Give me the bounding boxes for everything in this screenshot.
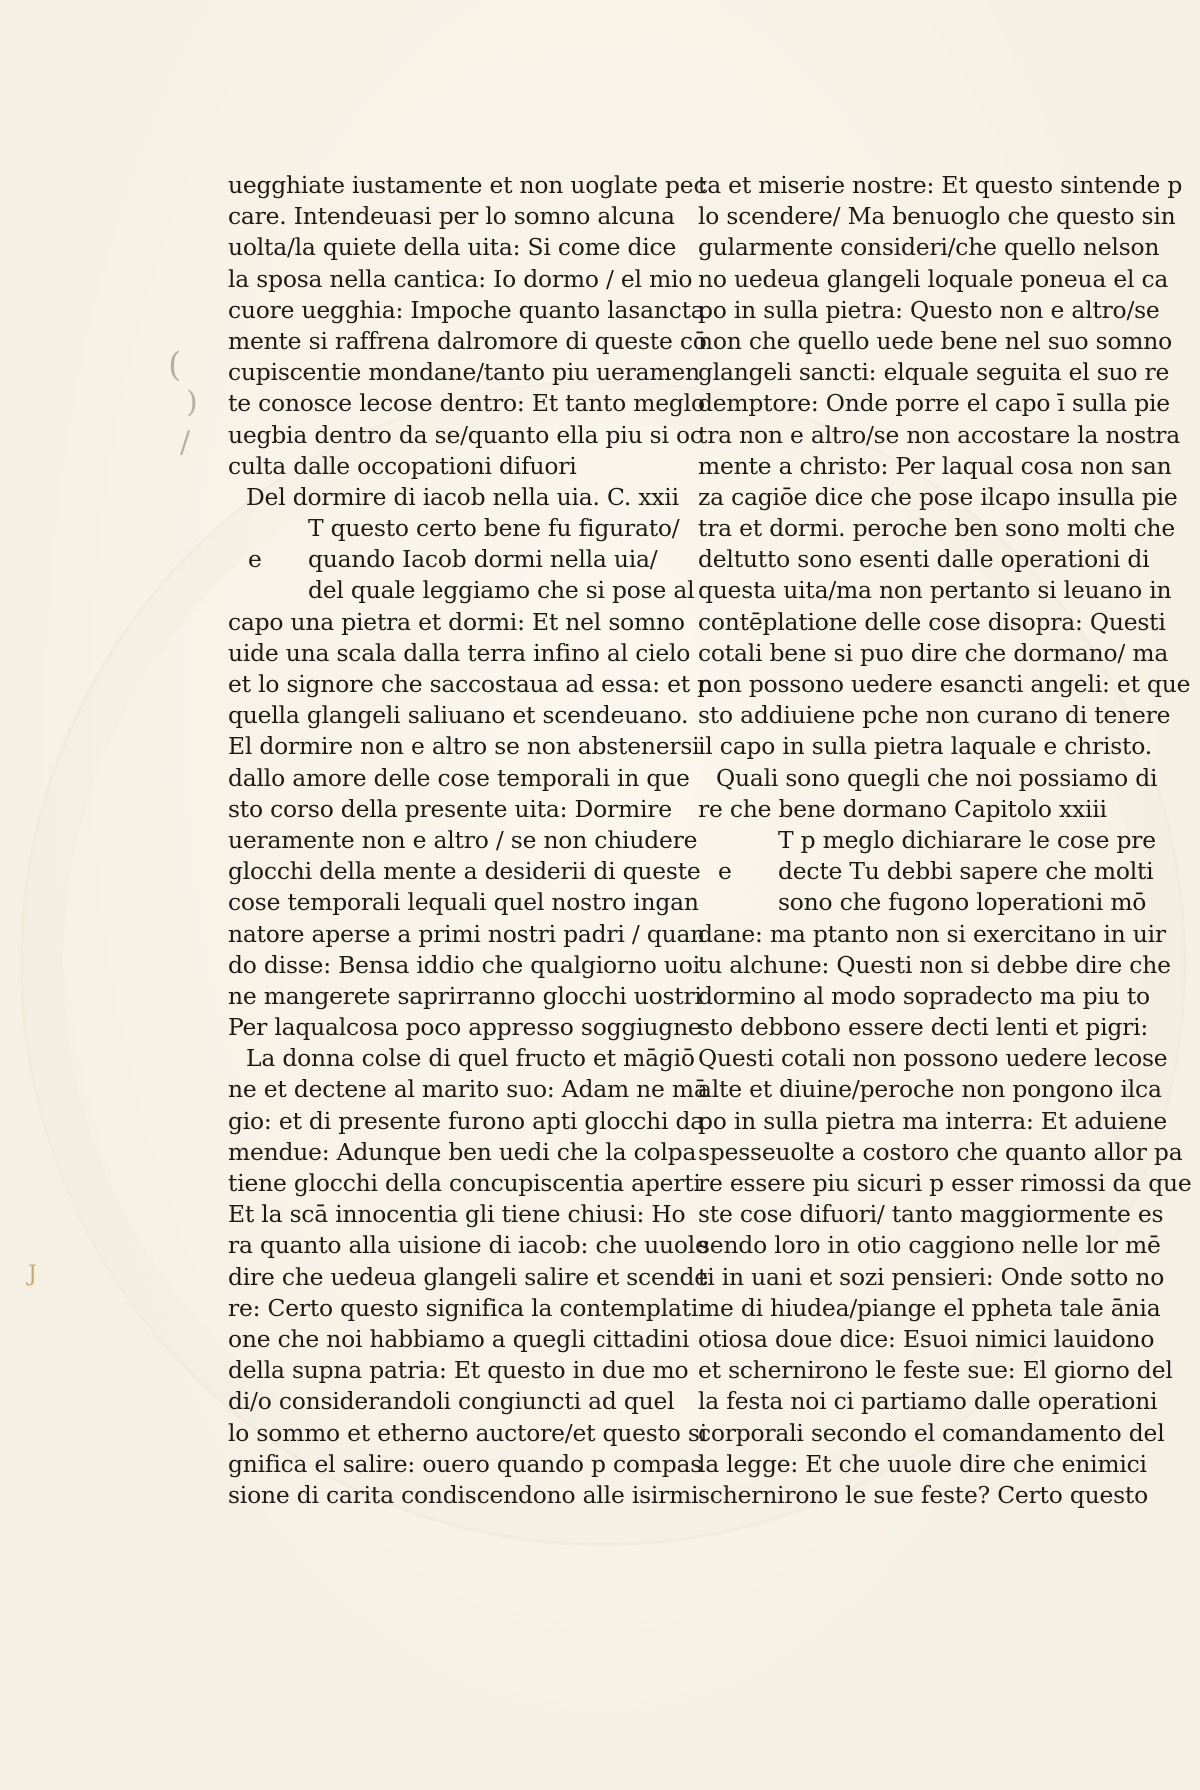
text-line: [228, 264, 693, 295]
text-line: [698, 607, 1166, 638]
text-line: [698, 1386, 1158, 1417]
text-line: [698, 887, 1147, 918]
line-text: uegghiate iustamente et non uoglate pec: [228, 171, 707, 199]
line-text: corporali secondo el comandamento del: [698, 1418, 1165, 1447]
line-text: alte et diuine/peroche non pongono ilca: [698, 1075, 1162, 1104]
text-line: [698, 638, 1169, 669]
line-text: capo una pietra et dormi: Et nel somno: [228, 607, 685, 636]
text-line: [228, 950, 700, 981]
line-text: La donna colse di quel fructo et māgiō: [246, 1044, 695, 1073]
line-text: do disse: Bensa iddio che qualgiorno uoi: [228, 950, 700, 979]
line-text: cose temporali lequali quel nostro ingan: [228, 888, 699, 917]
text-line: [698, 1012, 1149, 1043]
guide-letter: e: [718, 857, 732, 886]
text-line: [698, 1324, 1155, 1355]
line-text: et schernirono le feste sue: El giorno del: [698, 1356, 1173, 1385]
line-text: sto addiuiene pche non curano di tenere: [698, 701, 1171, 730]
line-text: deltutto sono esenti dalle operationi di: [698, 545, 1150, 574]
right-text-column: [698, 170, 1192, 1511]
line-text: tu alchune: Questi non si debbe dire che: [698, 950, 1171, 979]
text-line: [698, 1106, 1168, 1137]
text-line: [228, 1074, 708, 1105]
text-line: [228, 1418, 708, 1449]
line-text: dallo amore delle cose temporali in que: [228, 763, 690, 792]
line-text: ueramente non e altro / se non chiudere: [228, 825, 698, 854]
line-text: demptore: Onde porre el capo ī sulla pie: [698, 389, 1170, 418]
text-line: [228, 388, 705, 419]
text-line: [698, 264, 1169, 295]
line-text: te conosce lecose dentro: Et tanto meglo: [228, 389, 705, 418]
line-text: ne mangerete saprirranno glocchi uostri: [228, 981, 702, 1010]
text-line: [698, 919, 1166, 950]
text-line: [698, 1137, 1183, 1168]
line-text: glocchi della mente a desiderii di queste: [228, 857, 701, 886]
text-line: [228, 326, 707, 357]
line-text: et lo signore che saccostaua ad essa: et p: [228, 670, 712, 698]
margin-pencil-mark: /: [180, 425, 191, 460]
text-line: [698, 544, 1150, 575]
line-text: T questo certo bene fu figurato/: [308, 514, 680, 543]
line-text: otiosa doue dice: Esuoi nimici lauidono: [698, 1324, 1155, 1353]
text-line: [228, 731, 700, 762]
line-text: El dormire non e altro se non abstenersi: [228, 732, 700, 761]
text-line: [228, 919, 706, 950]
line-text: gio: et di presente furono apti glocchi da: [228, 1106, 705, 1135]
text-line: [228, 201, 675, 232]
text-line: [228, 420, 703, 451]
line-text: schernirono le sue feste? Certo questo: [698, 1480, 1149, 1509]
line-text: mente a christo: Per laqual cosa non san: [698, 451, 1172, 480]
line-text: la festa noi ci partiamo dalle operationi: [698, 1387, 1158, 1416]
text-line: [698, 669, 1191, 700]
line-text: Del dormire di iacob nella uia. C. xxii: [246, 482, 679, 511]
line-text: za cagiōe dice che pose ilcapo insulla pie: [698, 482, 1178, 511]
margin-pencil-mark: ): [186, 385, 198, 420]
line-text: uegbia dentro da se/quanto ella piu si oc: [228, 420, 703, 449]
text-line: [228, 638, 691, 669]
left-text-column: [228, 170, 712, 1511]
text-line: [698, 170, 1183, 201]
text-line: [228, 1106, 705, 1137]
line-text: Per laqualcosa poco appresso soggiugne: [228, 1013, 702, 1042]
margin-pencil-mark: (: [168, 345, 182, 385]
text-line: [698, 981, 1150, 1012]
text-line: [698, 420, 1180, 451]
line-text: spesseuolte a costoro che quanto allor pa: [698, 1137, 1183, 1166]
line-text: lo sommo et etherno auctore/et questo si: [228, 1418, 708, 1447]
guide-letter: e: [248, 545, 262, 574]
text-line: [698, 1355, 1173, 1386]
line-text: ne et dectene al marito suo: Adam ne mā: [228, 1075, 708, 1104]
text-line: [228, 794, 672, 825]
text-line: [228, 887, 699, 918]
text-line: [698, 763, 1158, 794]
line-text: cupiscentie mondane/tanto piu ueramen: [228, 358, 700, 387]
text-line: [228, 1043, 695, 1074]
line-text: sendo loro in otio caggiono nelle lor mē: [698, 1231, 1161, 1260]
line-text: il capo in sulla pietra laquale e christo.: [698, 732, 1152, 761]
text-line: [228, 763, 690, 794]
line-text: ti in uani et sozi pensieri: Onde sotto no: [698, 1262, 1165, 1291]
text-line: [228, 1355, 689, 1386]
line-text: re: Certo questo significa la contemplati: [228, 1293, 699, 1322]
line-text: di/o considerandoli congiuncti ad quel: [228, 1387, 675, 1416]
text-line: [228, 451, 658, 482]
line-text: la sposa nella cantica: Io dormo / el mio: [228, 264, 693, 293]
line-text: me di hiudea/piange el ppheta tale ānia: [698, 1293, 1161, 1322]
text-line: [698, 232, 1160, 263]
line-text: tiene glocchi della concupiscentia aperti: [228, 1169, 701, 1197]
text-line: [698, 482, 1178, 513]
line-text: decte Tu debbi sapere che molti: [778, 857, 1154, 886]
text-line: [228, 1324, 690, 1355]
line-text: ste cose difuori/ tanto maggiormente es: [698, 1200, 1164, 1229]
line-text: mendue: Adunque ben uedi che la colpa: [228, 1137, 697, 1166]
line-text: sto corso della presente uita: Dormire: [228, 794, 672, 823]
line-text: non possono uedere esancti angeli: et que: [698, 670, 1191, 698]
line-text: no uedeua glangeli loquale poneua el ca: [698, 264, 1169, 293]
line-text: questa uita/ma non pertanto si leuano in: [698, 576, 1172, 605]
line-text: cotali bene si puo dire che dormano/ ma: [698, 638, 1169, 667]
line-text: quella glangeli saliuano et scendeuano.: [228, 701, 689, 730]
line-text: re che bene dormano Capitolo xxiii: [698, 794, 1107, 823]
text-line: [228, 357, 700, 388]
line-text: ra quanto alla uisione di iacob: che uuole: [228, 1231, 709, 1260]
text-line: [228, 1012, 702, 1043]
line-text: dormino al modo sopradecto ma piu to: [698, 981, 1150, 1010]
text-line: [698, 513, 1175, 544]
line-text: uolta/la quiete della uita: Si come dice: [228, 233, 677, 262]
text-line: [698, 1449, 1147, 1480]
text-line: [698, 201, 1176, 232]
text-line: [228, 544, 658, 575]
text-line: [698, 1480, 1149, 1511]
text-line: [698, 451, 1172, 482]
line-text: dane: ma ptanto non si exercitano in uir: [698, 919, 1166, 948]
line-text: natore aperse a primi nostri padri / quan: [228, 919, 706, 948]
text-line: [228, 513, 680, 544]
line-text: della supna patria: Et questo in due mo: [228, 1356, 689, 1385]
text-line: [698, 1262, 1165, 1293]
line-text: non che quello uede bene nel suo somno: [698, 326, 1172, 355]
line-text: mente si raffrena dalromore di queste cō: [228, 326, 707, 355]
text-line: [228, 856, 701, 887]
line-text: culta dalle occopationi difuori: [228, 451, 577, 480]
line-text: gularmente consideri/che quello nelson: [698, 233, 1160, 262]
text-line: [698, 731, 1152, 762]
line-text: care. Intendeuasi per lo somno alcuna: [228, 202, 675, 231]
line-text: glangeli sancti: elquale seguita el suo re: [698, 358, 1170, 387]
line-text: dire che uedeua glangeli salire et scende: [228, 1262, 708, 1291]
text-line: [228, 1386, 675, 1417]
line-text: lo scendere/ Ma benuoglo che questo sin: [698, 202, 1176, 231]
text-line: [698, 1230, 1161, 1261]
text-line: [698, 1199, 1164, 1230]
text-line: [698, 295, 1160, 326]
line-text: Et la scā innocentia gli tiene chiusi: Ho: [228, 1200, 686, 1229]
text-line: [698, 388, 1170, 419]
text-line: [228, 1230, 709, 1261]
line-text: T p meglo dichiarare le cose pre: [778, 825, 1156, 854]
text-line: [698, 326, 1172, 357]
text-line: [698, 794, 1128, 825]
line-text: Quali sono quegli che noi possiamo di: [716, 763, 1158, 792]
line-text: tra non e altro/se non accostare la nostra: [698, 420, 1180, 449]
text-line: [698, 856, 1154, 887]
text-line: [698, 1293, 1161, 1324]
text-line: [228, 1480, 699, 1511]
text-line: [228, 1168, 701, 1199]
line-text: one che noi habbiamo a quegli cittadini: [228, 1324, 690, 1353]
text-line: [228, 295, 705, 326]
text-line: [698, 1043, 1168, 1074]
text-line: [698, 950, 1171, 981]
text-line: [228, 170, 707, 201]
line-text: la legge: Et che uuole dire che enimici: [698, 1449, 1147, 1478]
line-text: quando Iacob dormi nella uia/: [308, 545, 658, 574]
text-line: [228, 1449, 703, 1480]
text-line: [228, 700, 689, 731]
line-text: cuore uegghia: Impoche quanto lasancta: [228, 295, 705, 324]
text-line: [698, 1418, 1165, 1449]
text-line: [228, 575, 695, 606]
line-text: po in sulla pietra: Questo non e altro/se: [698, 295, 1160, 324]
text-line: [698, 1074, 1162, 1105]
line-text: sione di carita condiscendono alle isirmi: [228, 1480, 699, 1509]
text-line: [698, 1168, 1192, 1199]
text-line: [228, 1293, 699, 1324]
line-text: gnifica el salire: ouero quando p compas: [228, 1449, 703, 1478]
line-text: sono che fugono loperationi mō: [778, 888, 1147, 917]
line-text: del quale leggiamo che si pose al: [308, 576, 695, 605]
text-line: [698, 700, 1171, 731]
line-text: re essere piu sicuri p esser rimossi da que: [698, 1169, 1192, 1197]
text-line: [228, 607, 685, 638]
line-text: po in sulla pietra ma interra: Et aduiene: [698, 1106, 1168, 1135]
line-text: ta et miserie nostre: Et questo sintende p: [698, 171, 1183, 199]
text-line: [228, 1199, 686, 1230]
line-text: Questi cotali non possono uedere lecose: [698, 1044, 1168, 1073]
margin-pencil-mark: J: [28, 1262, 37, 1287]
text-line: [228, 669, 712, 700]
line-text: tra et dormi. peroche ben sono molti che: [698, 514, 1175, 543]
text-line: [228, 232, 677, 263]
line-text: uide una scala dalla terra infino al cielo: [228, 638, 691, 667]
line-text: contēplatione delle cose disopra: Questi: [698, 607, 1166, 636]
text-line: [228, 482, 679, 513]
line-text: sto debbono essere decti lenti et pigri:: [698, 1013, 1149, 1042]
text-line: [698, 357, 1170, 388]
text-line: [228, 1137, 697, 1168]
text-line: [698, 575, 1172, 606]
text-line: [698, 825, 1156, 856]
text-line: [228, 825, 698, 856]
text-line: [228, 981, 702, 1012]
text-line: [228, 1262, 708, 1293]
